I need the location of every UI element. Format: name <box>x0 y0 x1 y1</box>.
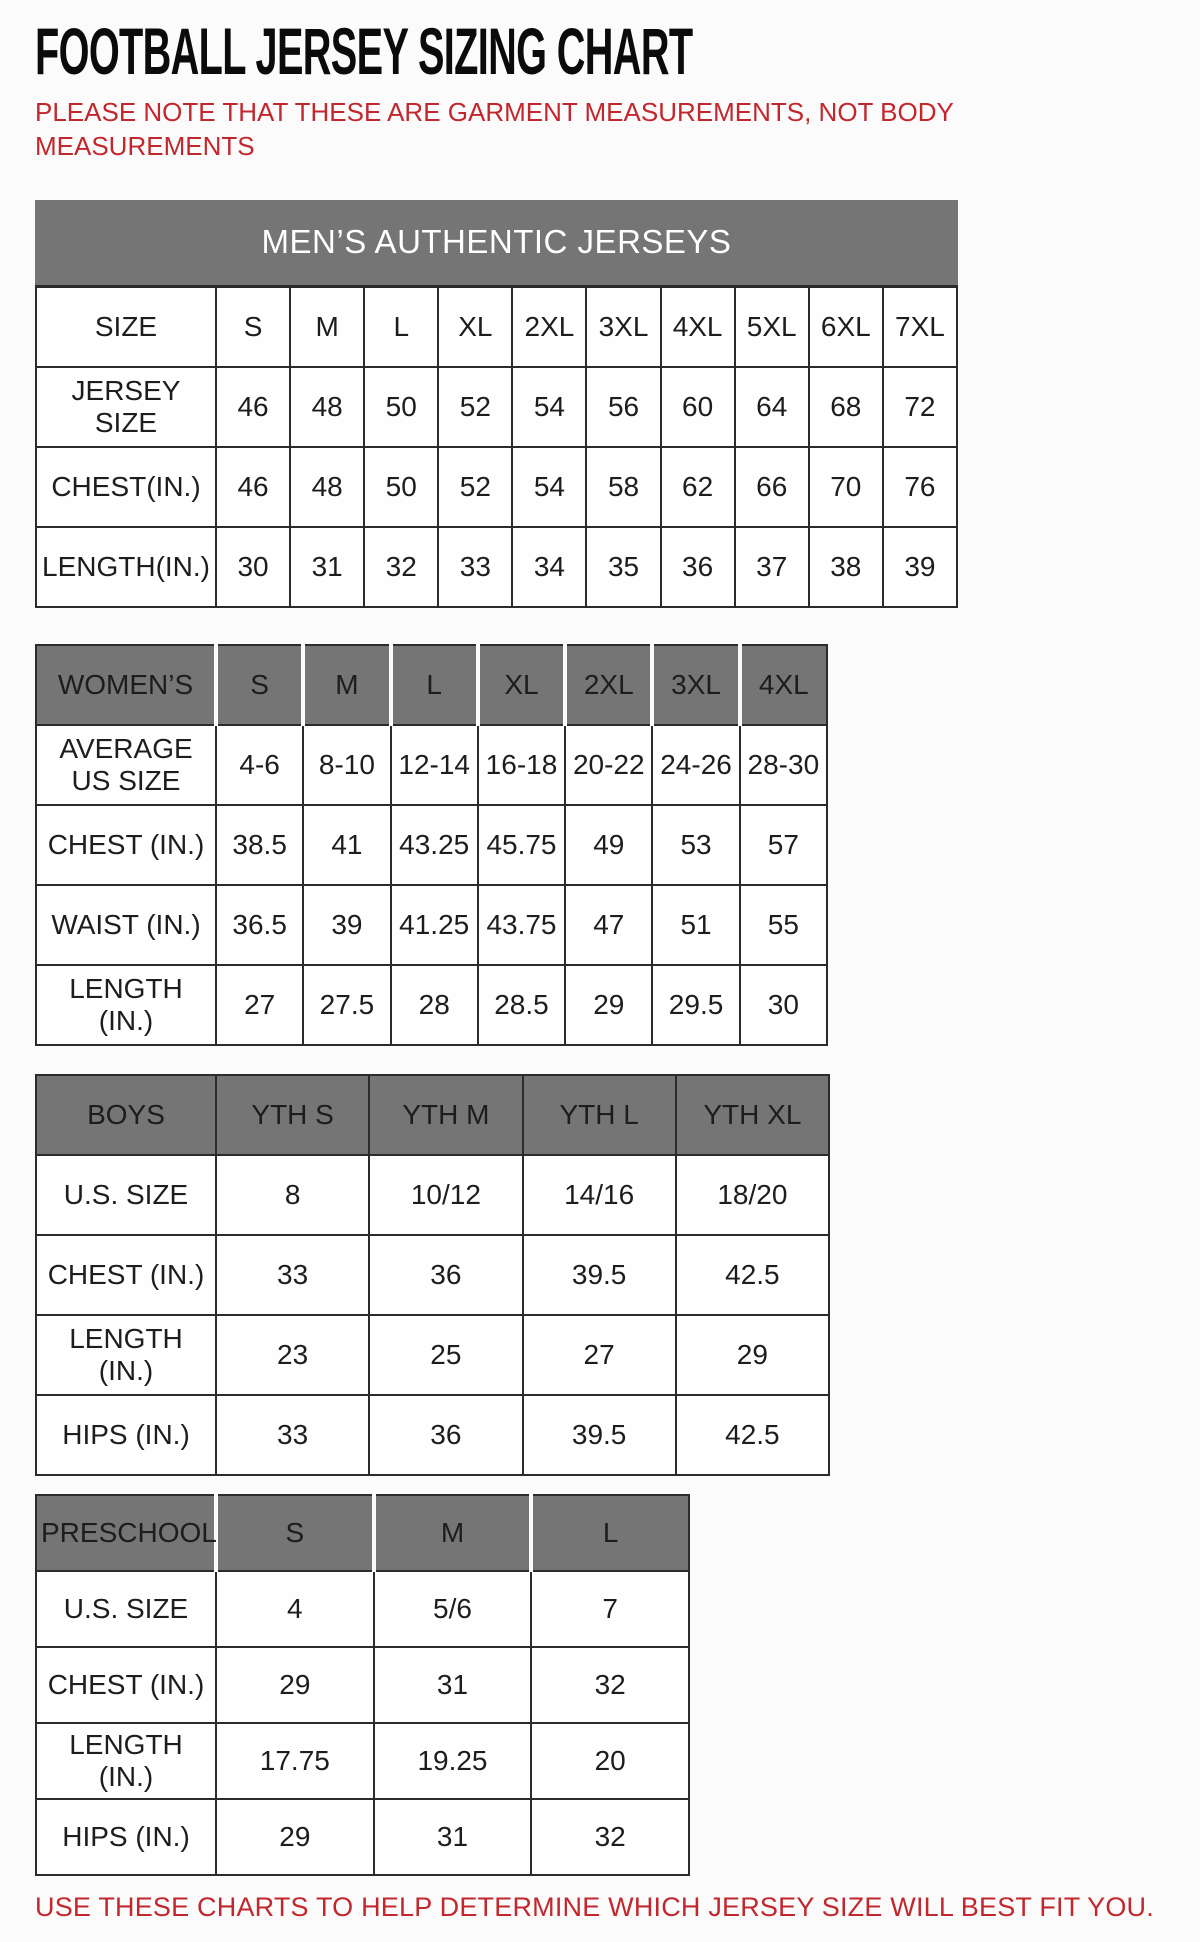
value-cell: 62 <box>661 447 735 527</box>
value-cell: 47 <box>565 885 652 965</box>
value-cell: 66 <box>735 447 809 527</box>
value-cell: 30 <box>740 965 827 1045</box>
value-cell: 45.75 <box>478 805 565 885</box>
size-cell: XL <box>438 286 512 367</box>
row-label: CHEST(IN.) <box>36 447 216 527</box>
value-cell: 39 <box>883 527 957 607</box>
preschool-length-row <box>36 1723 689 1799</box>
row-label: LENGTH(IN.) <box>36 527 216 607</box>
mens-size-header-row <box>36 286 957 367</box>
mens-size-table <box>35 285 958 608</box>
size-cell: M <box>374 1495 532 1571</box>
size-cell: M <box>303 645 390 725</box>
value-cell: 50 <box>364 367 438 447</box>
preschool-us-size-row <box>36 1571 689 1647</box>
value-cell: 55 <box>740 885 827 965</box>
size-cell: 7XL <box>883 286 957 367</box>
boys-header-row <box>36 1075 829 1155</box>
value-cell: 72 <box>883 367 957 447</box>
row-label: HIPS (IN.) <box>36 1395 216 1475</box>
value-cell: 70 <box>809 447 883 527</box>
garment-measurements-note: PLEASE NOTE THAT THESE ARE GARMENT MEASUREMENTS, NOT BODY MEASUREMENTS <box>35 97 954 161</box>
size-cell: 4XL <box>740 645 827 725</box>
value-cell: 36 <box>369 1235 522 1315</box>
row-label: CHEST (IN.) <box>36 1235 216 1315</box>
value-cell: 7 <box>531 1571 689 1647</box>
value-cell: 29 <box>216 1799 374 1875</box>
value-cell: 39.5 <box>523 1395 676 1475</box>
row-label: LENGTH (IN.) <box>36 1315 216 1395</box>
size-cell: 3XL <box>586 286 660 367</box>
size-cell: YTH S <box>216 1075 369 1155</box>
womens-header-row <box>36 645 827 725</box>
boys-length-row <box>36 1315 829 1395</box>
value-cell: 49 <box>565 805 652 885</box>
boys-size-table <box>35 1074 830 1476</box>
value-cell: 10/12 <box>369 1155 522 1235</box>
row-label-size: SIZE <box>36 286 216 367</box>
value-cell: 28-30 <box>740 725 827 805</box>
row-label: U.S. SIZE <box>36 1571 216 1647</box>
value-cell: 23 <box>216 1315 369 1395</box>
value-cell: 5/6 <box>374 1571 532 1647</box>
size-cell: 4XL <box>661 286 735 367</box>
value-cell: 53 <box>652 805 739 885</box>
value-cell: 34 <box>512 527 586 607</box>
value-cell: 25 <box>369 1315 522 1395</box>
row-label: HIPS (IN.) <box>36 1799 216 1875</box>
value-cell: 36.5 <box>216 885 303 965</box>
value-cell: 48 <box>290 447 364 527</box>
value-cell: 8-10 <box>303 725 390 805</box>
row-label: AVERAGE US SIZE <box>36 725 216 805</box>
value-cell: 31 <box>290 527 364 607</box>
value-cell: 35 <box>586 527 660 607</box>
row-label: LENGTH (IN.) <box>36 965 216 1045</box>
size-cell: 5XL <box>735 286 809 367</box>
value-cell: 46 <box>216 367 290 447</box>
value-cell: 8 <box>216 1155 369 1235</box>
table-title-cell: PRESCHOOL <box>36 1495 216 1571</box>
mens-chest-row <box>36 447 957 527</box>
preschool-hips-row <box>36 1799 689 1875</box>
size-cell: YTH XL <box>676 1075 829 1155</box>
row-label: LENGTH (IN.) <box>36 1723 216 1799</box>
size-cell: 2XL <box>565 645 652 725</box>
value-cell: 43.25 <box>391 805 478 885</box>
value-cell: 54 <box>512 367 586 447</box>
value-cell: 52 <box>438 367 512 447</box>
value-cell: 20 <box>531 1723 689 1799</box>
value-cell: 27 <box>216 965 303 1045</box>
value-cell: 29 <box>565 965 652 1045</box>
value-cell: 36 <box>661 527 735 607</box>
value-cell: 36 <box>369 1395 522 1475</box>
value-cell: 33 <box>216 1235 369 1315</box>
row-label: CHEST (IN.) <box>36 805 216 885</box>
womens-size-table <box>35 644 828 1046</box>
row-label: U.S. SIZE <box>36 1155 216 1235</box>
size-cell: L <box>364 286 438 367</box>
value-cell: 51 <box>652 885 739 965</box>
size-cell: 2XL <box>512 286 586 367</box>
value-cell: 52 <box>438 447 512 527</box>
value-cell: 32 <box>531 1799 689 1875</box>
mens-length-row <box>36 527 957 607</box>
value-cell: 29 <box>216 1647 374 1723</box>
page-title: FOOTBALL JERSEY SIZING CHART <box>35 15 693 89</box>
preschool-chest-row <box>36 1647 689 1723</box>
row-label: CHEST (IN.) <box>36 1647 216 1723</box>
mens-banner: MEN’S AUTHENTIC JERSEYS <box>35 200 958 285</box>
value-cell: 28.5 <box>478 965 565 1045</box>
value-cell: 33 <box>216 1395 369 1475</box>
size-cell: 3XL <box>652 645 739 725</box>
value-cell: 64 <box>735 367 809 447</box>
value-cell: 41 <box>303 805 390 885</box>
value-cell: 50 <box>364 447 438 527</box>
value-cell: 58 <box>586 447 660 527</box>
womens-waist-row <box>36 885 827 965</box>
value-cell: 12-14 <box>391 725 478 805</box>
value-cell: 24-26 <box>652 725 739 805</box>
value-cell: 46 <box>216 447 290 527</box>
size-cell: S <box>216 645 303 725</box>
value-cell: 56 <box>586 367 660 447</box>
value-cell: 17.75 <box>216 1723 374 1799</box>
value-cell: 31 <box>374 1647 532 1723</box>
value-cell: 76 <box>883 447 957 527</box>
mens-jersey-size-row <box>36 367 957 447</box>
row-label: JERSEY SIZE <box>36 367 216 447</box>
table-title-cell: BOYS <box>36 1075 216 1155</box>
size-cell: XL <box>478 645 565 725</box>
size-cell: L <box>391 645 478 725</box>
value-cell: 29 <box>676 1315 829 1395</box>
size-cell: M <box>290 286 364 367</box>
size-cell: 6XL <box>809 286 883 367</box>
womens-length-row <box>36 965 827 1045</box>
size-cell: S <box>216 286 290 367</box>
womens-chest-row <box>36 805 827 885</box>
fit-advice-footer: USE THESE CHARTS TO HELP DETERMINE WHICH JERSEY SIZE WILL BEST FIT YOU. <box>35 1891 1154 1922</box>
value-cell: 19.25 <box>374 1723 532 1799</box>
value-cell: 14/16 <box>523 1155 676 1235</box>
value-cell: 27 <box>523 1315 676 1395</box>
size-cell: S <box>216 1495 374 1571</box>
value-cell: 54 <box>512 447 586 527</box>
value-cell: 43.75 <box>478 885 565 965</box>
value-cell: 68 <box>809 367 883 447</box>
value-cell: 29.5 <box>652 965 739 1045</box>
mens-table-section <box>35 200 958 608</box>
boys-us-size-row <box>36 1155 829 1235</box>
value-cell: 4 <box>216 1571 374 1647</box>
table-title-cell: WOMEN’S <box>36 645 216 725</box>
size-cell: YTH L <box>523 1075 676 1155</box>
value-cell: 39 <box>303 885 390 965</box>
value-cell: 39.5 <box>523 1235 676 1315</box>
value-cell: 30 <box>216 527 290 607</box>
value-cell: 37 <box>735 527 809 607</box>
value-cell: 27.5 <box>303 965 390 1045</box>
size-cell: L <box>531 1495 689 1571</box>
preschool-size-table <box>35 1494 690 1876</box>
row-label: WAIST (IN.) <box>36 885 216 965</box>
value-cell: 42.5 <box>676 1395 829 1475</box>
value-cell: 28 <box>391 965 478 1045</box>
value-cell: 48 <box>290 367 364 447</box>
value-cell: 60 <box>661 367 735 447</box>
womens-us-size-row <box>36 725 827 805</box>
value-cell: 33 <box>438 527 512 607</box>
value-cell: 42.5 <box>676 1235 829 1315</box>
value-cell: 32 <box>531 1647 689 1723</box>
boys-hips-row <box>36 1395 829 1475</box>
preschool-header-row <box>36 1495 689 1571</box>
value-cell: 16-18 <box>478 725 565 805</box>
value-cell: 20-22 <box>565 725 652 805</box>
value-cell: 31 <box>374 1799 532 1875</box>
value-cell: 32 <box>364 527 438 607</box>
value-cell: 41.25 <box>391 885 478 965</box>
value-cell: 18/20 <box>676 1155 829 1235</box>
value-cell: 38 <box>809 527 883 607</box>
value-cell: 57 <box>740 805 827 885</box>
size-cell: YTH M <box>369 1075 522 1155</box>
value-cell: 38.5 <box>216 805 303 885</box>
boys-chest-row <box>36 1235 829 1315</box>
value-cell: 4-6 <box>216 725 303 805</box>
